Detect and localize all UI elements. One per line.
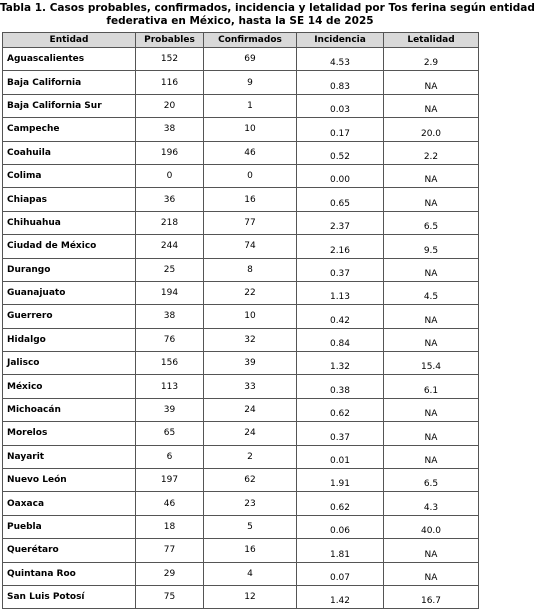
header-entidad: Entidad <box>3 33 136 48</box>
cell-entidad: Ciudad de México <box>3 235 136 258</box>
cell-confirmados: 23 <box>204 492 297 515</box>
cell-confirmados: 12 <box>204 585 297 608</box>
cell-entidad: Puebla <box>3 515 136 538</box>
header-confirmados: Confirmados <box>204 33 297 48</box>
cell-entidad: Baja California Sur <box>3 94 136 117</box>
cell-entidad: Guerrero <box>3 305 136 328</box>
cell-entidad: Quintana Roo <box>3 562 136 585</box>
table-row <box>3 492 479 515</box>
table-row <box>3 188 479 211</box>
cell-letalidad: 6.5 <box>384 469 479 492</box>
cell-letalidad: 9.5 <box>384 235 479 258</box>
cell-letalidad: 2.9 <box>384 48 479 71</box>
table-row <box>3 235 479 258</box>
header-letalidad: Letalidad <box>384 33 479 48</box>
cell-letalidad: NA <box>384 305 479 328</box>
cell-letalidad: NA <box>384 164 479 187</box>
table-header-row <box>3 33 479 48</box>
cell-confirmados: 46 <box>204 141 297 164</box>
table-title-line-2: federativa en México, hasta la SE 14 de 2025 <box>106 15 374 27</box>
table-row <box>3 469 479 492</box>
cell-incidencia: 0.07 <box>297 562 384 585</box>
cell-entidad: Aguascalientes <box>3 48 136 71</box>
cell-letalidad: 16.7 <box>384 585 479 608</box>
cell-incidencia: 0.17 <box>297 118 384 141</box>
cell-probables: 197 <box>136 469 204 492</box>
cell-letalidad: 6.5 <box>384 211 479 234</box>
table-row <box>3 141 479 164</box>
cell-incidencia: 0.42 <box>297 305 384 328</box>
cell-probables: 36 <box>136 188 204 211</box>
cell-incidencia: 0.03 <box>297 94 384 117</box>
cell-letalidad: NA <box>384 258 479 281</box>
cell-confirmados: 77 <box>204 211 297 234</box>
cell-entidad: Nuevo León <box>3 469 136 492</box>
table-row <box>3 352 479 375</box>
cell-letalidad: NA <box>384 398 479 421</box>
cell-incidencia: 0.83 <box>297 71 384 94</box>
cell-letalidad: NA <box>384 94 479 117</box>
cell-probables: 218 <box>136 211 204 234</box>
table-row <box>3 211 479 234</box>
cell-probables: 77 <box>136 539 204 562</box>
cell-incidencia: 0.62 <box>297 398 384 421</box>
cell-confirmados: 4 <box>204 562 297 585</box>
table-row <box>3 71 479 94</box>
table-row <box>3 375 479 398</box>
table-row <box>3 328 479 351</box>
cell-entidad: Jalisco <box>3 352 136 375</box>
table-row <box>3 562 479 585</box>
table-row <box>3 539 479 562</box>
cell-probables: 46 <box>136 492 204 515</box>
cell-probables: 244 <box>136 235 204 258</box>
cell-incidencia: 0.62 <box>297 492 384 515</box>
cell-confirmados: 69 <box>204 48 297 71</box>
cell-letalidad: NA <box>384 422 479 445</box>
cell-incidencia: 1.13 <box>297 281 384 304</box>
cell-probables: 0 <box>136 164 204 187</box>
cell-probables: 6 <box>136 445 204 468</box>
cell-probables: 65 <box>136 422 204 445</box>
cell-incidencia: 1.91 <box>297 469 384 492</box>
cell-probables: 38 <box>136 118 204 141</box>
cell-incidencia: 0.00 <box>297 164 384 187</box>
cell-confirmados: 1 <box>204 94 297 117</box>
cell-incidencia: 2.16 <box>297 235 384 258</box>
cell-confirmados: 9 <box>204 71 297 94</box>
table-row <box>3 585 479 608</box>
cell-probables: 20 <box>136 94 204 117</box>
cell-letalidad: 4.3 <box>384 492 479 515</box>
table-body <box>3 48 479 609</box>
cell-confirmados: 22 <box>204 281 297 304</box>
cell-entidad: Michoacán <box>3 398 136 421</box>
cell-confirmados: 16 <box>204 539 297 562</box>
cell-probables: 18 <box>136 515 204 538</box>
cell-entidad: Chihuahua <box>3 211 136 234</box>
cell-incidencia: 0.37 <box>297 422 384 445</box>
cell-letalidad: 4.5 <box>384 281 479 304</box>
cell-probables: 39 <box>136 398 204 421</box>
table-row <box>3 164 479 187</box>
cell-incidencia: 4.53 <box>297 48 384 71</box>
cell-incidencia: 1.81 <box>297 539 384 562</box>
cell-entidad: Nayarit <box>3 445 136 468</box>
cell-letalidad: NA <box>384 562 479 585</box>
table-row <box>3 258 479 281</box>
cell-entidad: Morelos <box>3 422 136 445</box>
cell-letalidad: NA <box>384 539 479 562</box>
cell-letalidad: NA <box>384 445 479 468</box>
table-row <box>3 398 479 421</box>
cell-confirmados: 33 <box>204 375 297 398</box>
table-row <box>3 281 479 304</box>
cell-incidencia: 0.37 <box>297 258 384 281</box>
cell-confirmados: 24 <box>204 398 297 421</box>
cell-probables: 38 <box>136 305 204 328</box>
cell-letalidad: NA <box>384 188 479 211</box>
cell-incidencia: 0.65 <box>297 188 384 211</box>
table-row <box>3 445 479 468</box>
cell-letalidad: 6.1 <box>384 375 479 398</box>
cell-entidad: Oaxaca <box>3 492 136 515</box>
cell-incidencia: 1.42 <box>297 585 384 608</box>
cell-probables: 194 <box>136 281 204 304</box>
cell-entidad: Chiapas <box>3 188 136 211</box>
cell-entidad: San Luis Potosí <box>3 585 136 608</box>
cell-confirmados: 74 <box>204 235 297 258</box>
cell-entidad: Baja California <box>3 71 136 94</box>
table-row <box>3 422 479 445</box>
cell-entidad: Guanajuato <box>3 281 136 304</box>
table-row <box>3 515 479 538</box>
cell-letalidad: NA <box>384 328 479 351</box>
cell-letalidad: 40.0 <box>384 515 479 538</box>
table-row <box>3 305 479 328</box>
cell-incidencia: 0.01 <box>297 445 384 468</box>
header-probables: Probables <box>136 33 204 48</box>
cell-incidencia: 0.06 <box>297 515 384 538</box>
cell-confirmados: 16 <box>204 188 297 211</box>
cell-letalidad: 2.2 <box>384 141 479 164</box>
cell-confirmados: 32 <box>204 328 297 351</box>
table-row <box>3 94 479 117</box>
cell-confirmados: 39 <box>204 352 297 375</box>
table-row <box>3 118 479 141</box>
cell-confirmados: 8 <box>204 258 297 281</box>
cell-entidad: Durango <box>3 258 136 281</box>
cell-entidad: Campeche <box>3 118 136 141</box>
cell-probables: 113 <box>136 375 204 398</box>
cell-incidencia: 0.38 <box>297 375 384 398</box>
table-title <box>0 0 535 32</box>
cell-probables: 156 <box>136 352 204 375</box>
cell-entidad: Coahuila <box>3 141 136 164</box>
table-row <box>3 48 479 71</box>
cell-confirmados: 2 <box>204 445 297 468</box>
cell-letalidad: 15.4 <box>384 352 479 375</box>
cell-confirmados: 62 <box>204 469 297 492</box>
cell-entidad: México <box>3 375 136 398</box>
header-incidencia: Incidencia <box>297 33 384 48</box>
cell-entidad: Colima <box>3 164 136 187</box>
cell-letalidad: 20.0 <box>384 118 479 141</box>
cell-confirmados: 10 <box>204 305 297 328</box>
cell-incidencia: 1.32 <box>297 352 384 375</box>
cell-probables: 116 <box>136 71 204 94</box>
cell-entidad: Querétaro <box>3 539 136 562</box>
table-title-line-1: Tabla 1. Casos probables, confirmados, incidencia y letalidad por Tos ferina según entidad <box>0 2 535 14</box>
cell-confirmados: 10 <box>204 118 297 141</box>
cell-letalidad: NA <box>384 71 479 94</box>
cell-incidencia: 0.52 <box>297 141 384 164</box>
pertussis-table <box>2 32 479 609</box>
cell-incidencia: 2.37 <box>297 211 384 234</box>
cell-probables: 29 <box>136 562 204 585</box>
cell-probables: 76 <box>136 328 204 351</box>
cell-confirmados: 24 <box>204 422 297 445</box>
cell-probables: 75 <box>136 585 204 608</box>
cell-confirmados: 5 <box>204 515 297 538</box>
cell-confirmados: 0 <box>204 164 297 187</box>
cell-incidencia: 0.84 <box>297 328 384 351</box>
cell-entidad: Hidalgo <box>3 328 136 351</box>
cell-probables: 152 <box>136 48 204 71</box>
cell-probables: 25 <box>136 258 204 281</box>
cell-probables: 196 <box>136 141 204 164</box>
